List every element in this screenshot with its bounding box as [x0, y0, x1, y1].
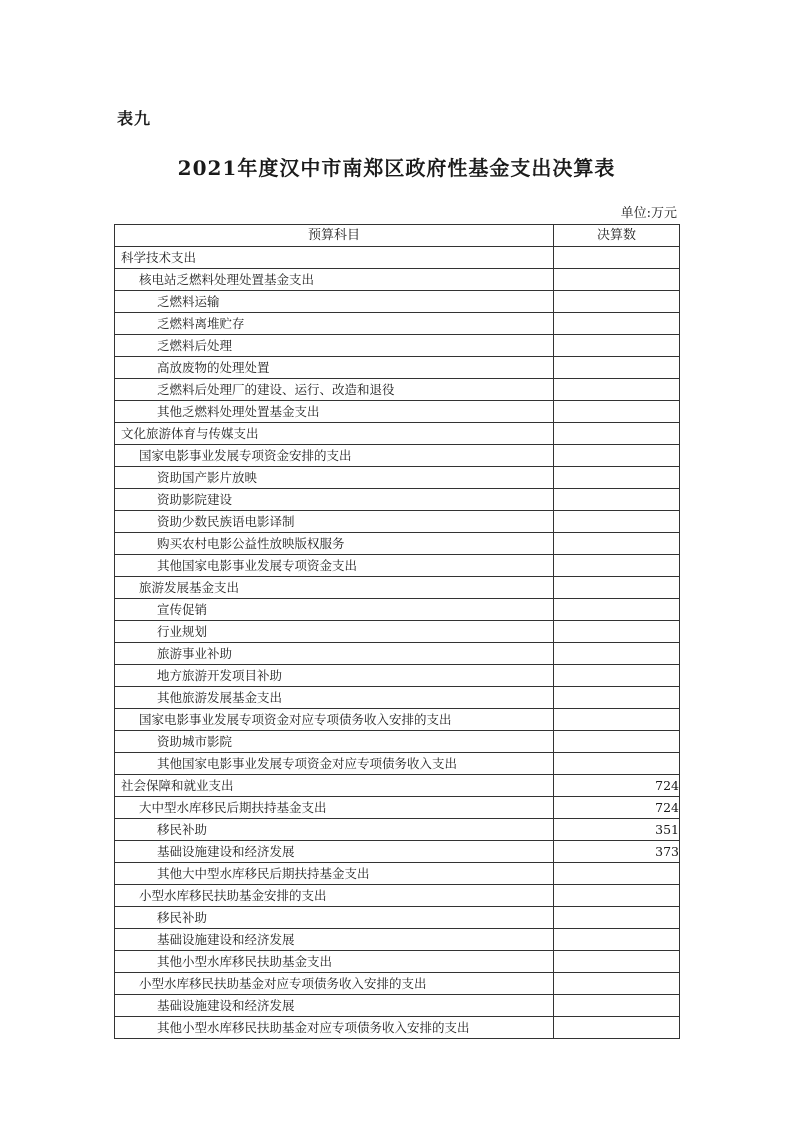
- value-cell: [554, 1017, 680, 1039]
- table-row: [115, 247, 680, 269]
- value-cell: [554, 907, 680, 929]
- table-row: [115, 291, 680, 313]
- table-row: [115, 929, 680, 951]
- table-row: [115, 731, 680, 753]
- value-cell: [554, 335, 680, 357]
- subject-cell: 资助影院建设: [115, 489, 554, 511]
- subject-cell: 其他国家电影事业发展专项资金支出: [115, 555, 554, 577]
- table-row: [115, 797, 680, 819]
- subject-cell: 移民补助: [115, 907, 554, 929]
- value-cell: [554, 291, 680, 313]
- table-row: [115, 313, 680, 335]
- table-row: [115, 907, 680, 929]
- budget-table: [114, 224, 680, 1039]
- subject-cell: 基础设施建设和经济发展: [115, 995, 554, 1017]
- page-title: 2021年度汉中市南郑区政府性基金支出决算表: [177, 156, 616, 180]
- table-row: [115, 665, 680, 687]
- value-cell: [554, 973, 680, 995]
- subject-cell: 乏燃料后处理厂的建设、运行、改造和退役: [115, 379, 554, 401]
- table-row: [115, 841, 680, 863]
- value-cell: [554, 995, 680, 1017]
- value-cell: [554, 269, 680, 291]
- subject-cell: 其他国家电影事业发展专项资金对应专项债务收入支出: [115, 753, 554, 775]
- table-row: [115, 467, 680, 489]
- subject-cell: 乏燃料离堆贮存: [115, 313, 554, 335]
- table-row: [115, 335, 680, 357]
- table-row: [115, 577, 680, 599]
- subject-cell: 基础设施建设和经济发展: [115, 841, 554, 863]
- subject-cell: 行业规划: [115, 621, 554, 643]
- value-cell: [554, 423, 680, 445]
- value-cell: [554, 665, 680, 687]
- subject-cell: 大中型水库移民后期扶持基金支出: [115, 797, 554, 819]
- subject-cell: 旅游发展基金支出: [115, 577, 554, 599]
- value-cell: [554, 643, 680, 665]
- subject-cell: 乏燃料后处理: [115, 335, 554, 357]
- value-cell: [554, 511, 680, 533]
- subject-cell: 其他小型水库移民扶助基金支出: [115, 951, 554, 973]
- table-row: [115, 599, 680, 621]
- table-row: [115, 379, 680, 401]
- table-row: [115, 973, 680, 995]
- subject-cell: 科学技术支出: [115, 247, 554, 269]
- table-row: [115, 489, 680, 511]
- table-row: [115, 863, 680, 885]
- subject-cell: 核电站乏燃料处理处置基金支出: [115, 269, 554, 291]
- subject-cell: 其他旅游发展基金支出: [115, 687, 554, 709]
- value-cell: [554, 863, 680, 885]
- value-cell: [554, 951, 680, 973]
- table-row: [115, 885, 680, 907]
- value-cell: 351: [554, 819, 680, 841]
- table-row: [115, 951, 680, 973]
- value-cell: [554, 401, 680, 423]
- subject-cell: 国家电影事业发展专项资金安排的支出: [115, 445, 554, 467]
- subject-cell: 资助城市影院: [115, 731, 554, 753]
- value-cell: 724: [554, 797, 680, 819]
- table-row: [115, 269, 680, 291]
- table-row: [115, 357, 680, 379]
- subject-cell: 资助国产影片放映: [115, 467, 554, 489]
- subject-cell: 文化旅游体育与传媒支出: [115, 423, 554, 445]
- value-cell: 724: [554, 775, 680, 797]
- value-cell: [554, 533, 680, 555]
- value-cell: [554, 731, 680, 753]
- value-cell: [554, 577, 680, 599]
- value-cell: [554, 489, 680, 511]
- table-row: [115, 511, 680, 533]
- subject-cell: 高放废物的处理处置: [115, 357, 554, 379]
- subject-cell: 社会保障和就业支出: [115, 775, 554, 797]
- value-cell: [554, 621, 680, 643]
- table-row: [115, 643, 680, 665]
- value-cell: [554, 885, 680, 907]
- subject-cell: 国家电影事业发展专项资金对应专项债务收入安排的支出: [115, 709, 554, 731]
- unit-label: 单位:万元: [620, 206, 677, 221]
- table-body: [115, 247, 680, 1039]
- value-cell: [554, 555, 680, 577]
- table-row: [115, 555, 680, 577]
- value-cell: [554, 379, 680, 401]
- value-cell: 373: [554, 841, 680, 863]
- table-row: [115, 533, 680, 555]
- table-row: [115, 753, 680, 775]
- subject-cell: 小型水库移民扶助基金对应专项债务收入安排的支出: [115, 973, 554, 995]
- table-row: [115, 445, 680, 467]
- table-row: [115, 401, 680, 423]
- value-cell: [554, 467, 680, 489]
- subject-cell: 其他大中型水库移民后期扶持基金支出: [115, 863, 554, 885]
- value-cell: [554, 313, 680, 335]
- subject-cell: 小型水库移民扶助基金安排的支出: [115, 885, 554, 907]
- value-cell: [554, 687, 680, 709]
- table-row: [115, 687, 680, 709]
- table-row: [115, 423, 680, 445]
- subject-cell: 乏燃料运输: [115, 291, 554, 313]
- table-row: [115, 995, 680, 1017]
- value-cell: [554, 357, 680, 379]
- value-cell: [554, 599, 680, 621]
- subject-cell: 资助少数民族语电影译制: [115, 511, 554, 533]
- subject-cell: 地方旅游开发项目补助: [115, 665, 554, 687]
- value-cell: [554, 445, 680, 467]
- subject-cell: 移民补助: [115, 819, 554, 841]
- subject-cell: 其他小型水库移民扶助基金对应专项债务收入安排的支出: [115, 1017, 554, 1039]
- value-cell: [554, 929, 680, 951]
- table-row: [115, 709, 680, 731]
- value-cell: [554, 709, 680, 731]
- table-row: [115, 775, 680, 797]
- column-header-value: 决算数: [554, 225, 680, 247]
- value-cell: [554, 247, 680, 269]
- subject-cell: 宣传促销: [115, 599, 554, 621]
- column-header-subject: 预算科目: [115, 225, 554, 247]
- subject-cell: 购买农村电影公益性放映版权服务: [115, 533, 554, 555]
- table-row: [115, 1017, 680, 1039]
- table-header-row: [115, 225, 680, 247]
- value-cell: [554, 753, 680, 775]
- table-row: [115, 621, 680, 643]
- table-label: 表九: [117, 109, 152, 128]
- subject-cell: 其他乏燃料处理处置基金支出: [115, 401, 554, 423]
- subject-cell: 旅游事业补助: [115, 643, 554, 665]
- table-row: [115, 819, 680, 841]
- subject-cell: 基础设施建设和经济发展: [115, 929, 554, 951]
